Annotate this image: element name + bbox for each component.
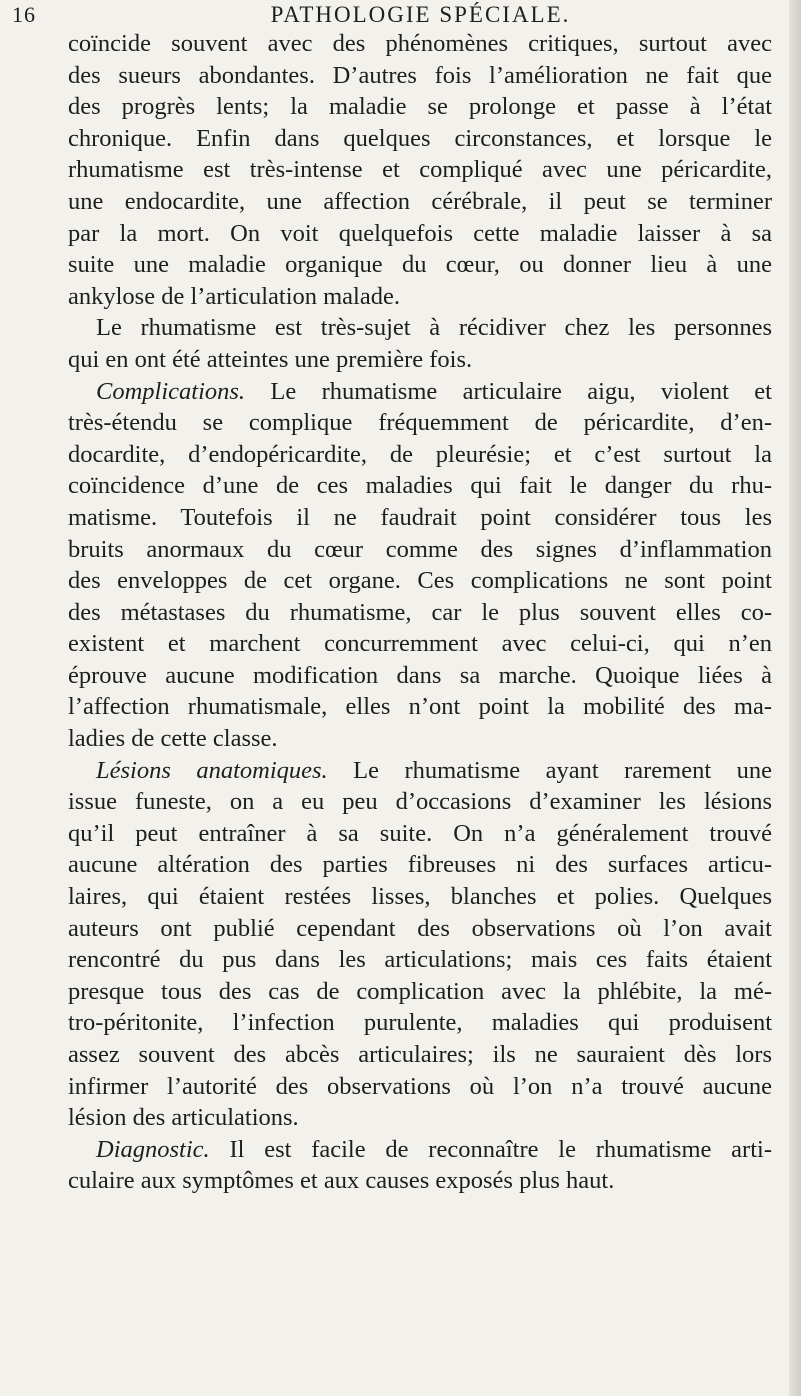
text-line <box>68 786 772 818</box>
text-line <box>68 1039 772 1071</box>
line-text: Il est facile de reconnaître le rhumatisme arti- <box>209 1135 772 1163</box>
text-line <box>68 407 772 439</box>
line-text: assez souvent des abcès articulaires; ils ne sauraient dès lors <box>68 1041 772 1068</box>
running-title: PATHOLOGIE SPÉCIALE. <box>270 2 571 27</box>
text-line <box>68 534 772 566</box>
line-text: infirmer l’autorité des observations où l’on n’a trouvé aucune <box>68 1072 772 1100</box>
line-text: des enveloppes de cet organe. Ces complications ne sont point <box>68 567 772 595</box>
line-text: tro-péritonite, l’infection purulente, maladies qui produisent <box>68 1009 772 1037</box>
text-line <box>68 502 772 534</box>
text-line <box>68 281 772 313</box>
text-line <box>68 1134 772 1166</box>
text-line <box>68 818 772 850</box>
line-text: Le rhumatisme articulaire aigu, violent et <box>245 377 772 405</box>
line-text: qui en ont été atteintes une première fois. <box>68 345 473 373</box>
text-line <box>68 60 772 92</box>
line-text: l’affection rhumatismale, elles n’ont point la mobilité des ma- <box>68 693 772 721</box>
text-line <box>68 944 772 976</box>
text-line <box>68 723 772 755</box>
section-lead: Lésions anatomiques. <box>96 756 328 784</box>
text-line <box>68 881 772 913</box>
text-line <box>68 249 772 281</box>
line-text: des métastases du rhumatisme, car le plus souvent elles co- <box>68 598 772 626</box>
line-text: ankylose de l’articulation malade. <box>68 282 400 310</box>
line-text: chronique. Enfin dans quelques circonstances, et lorsque le <box>68 124 772 152</box>
line-text: rhumatisme est très-intense et compliqué avec une péricardite, <box>68 156 772 184</box>
text-line <box>68 691 772 723</box>
line-text: coïncidence d’une de ces maladies qui fait le danger du rhu- <box>68 472 772 500</box>
text-line <box>68 660 772 692</box>
line-text: auteurs ont publié cependant des observations où l’on avait <box>68 914 772 942</box>
line-text: presque tous des cas de complication avec la phlébite, la mé- <box>68 977 772 1005</box>
text-line <box>68 976 772 1008</box>
section-lead: Complications. <box>96 377 246 405</box>
text-line <box>68 565 772 597</box>
text-line <box>68 91 772 123</box>
line-text: culaire aux symptômes et aux causes exposés plus haut. <box>68 1167 615 1195</box>
text-line <box>68 1071 772 1103</box>
text-line <box>68 439 772 471</box>
text-line <box>68 470 772 502</box>
line-text: matisme. Toutefois il ne faudrait point considérer tous les <box>68 503 772 531</box>
page-number: 16 <box>12 2 36 27</box>
text-line <box>68 1007 772 1039</box>
line-text: ladies de cette classe. <box>68 725 278 753</box>
text-line <box>68 312 772 344</box>
text-line <box>68 913 772 945</box>
text-line <box>68 218 772 250</box>
text-line <box>68 123 772 155</box>
text-line <box>68 849 772 881</box>
page-edge-shadow <box>789 0 801 1396</box>
line-text: par la mort. On voit quelquefois cette maladie laisser à sa <box>68 219 772 247</box>
line-text: des progrès lents; la maladie se prolonge et passe à l’état <box>68 93 772 121</box>
text-line <box>68 154 772 186</box>
line-text: aucune altération des parties fibreuses ni des surfaces articu- <box>68 851 772 879</box>
line-text: qu’il peut entraîner à sa suite. On n’a généralement trouvé <box>68 819 772 847</box>
line-text: très-étendu se complique fréquemment de péricardite, d’en- <box>68 409 772 437</box>
text-line <box>68 755 772 787</box>
line-text: rencontré du pus dans les articulations; mais ces faits étaient <box>68 946 772 974</box>
section-lead: Diagnostic. <box>96 1135 210 1163</box>
text-line <box>68 376 772 408</box>
line-text: une endocardite, une affection cérébrale, il peut se terminer <box>68 187 772 215</box>
text-line <box>68 1102 772 1134</box>
body-text <box>68 28 772 1197</box>
line-text: suite une maladie organique du cœur, ou donner lieu à une <box>68 251 772 279</box>
line-text: éprouve aucune modification dans sa marche. Quoique liées à <box>68 661 772 689</box>
line-text: issue funeste, on a eu peu d’occasions d’examiner les lésions <box>68 788 772 816</box>
line-text: bruits anormaux du cœur comme des signes d’inflammation <box>68 535 772 563</box>
line-text: laires, qui étaient restées lisses, blanches et polies. Quelques <box>68 883 772 911</box>
line-text: lésion des articulations. <box>68 1104 299 1132</box>
text-line <box>68 597 772 629</box>
line-text: des sueurs abondantes. D’autres fois l’amélioration ne fait que <box>68 61 772 89</box>
text-line <box>68 186 772 218</box>
line-text: coïncide souvent avec des phénomènes critiques, surtout avec <box>68 30 772 57</box>
line-text: Le rhumatisme ayant rarement une <box>327 756 772 784</box>
line-text: Le rhumatisme est très-sujet à récidiver chez les personnes <box>96 314 772 342</box>
text-line <box>68 1165 772 1197</box>
text-line <box>68 628 772 660</box>
line-text: docardite, d’endopéricardite, de pleurésie; et c’est surtout la <box>68 440 772 468</box>
line-text: existent et marchent concurremment avec celui-ci, qui n’en <box>68 630 772 658</box>
text-line <box>68 28 772 60</box>
text-line <box>68 344 772 376</box>
